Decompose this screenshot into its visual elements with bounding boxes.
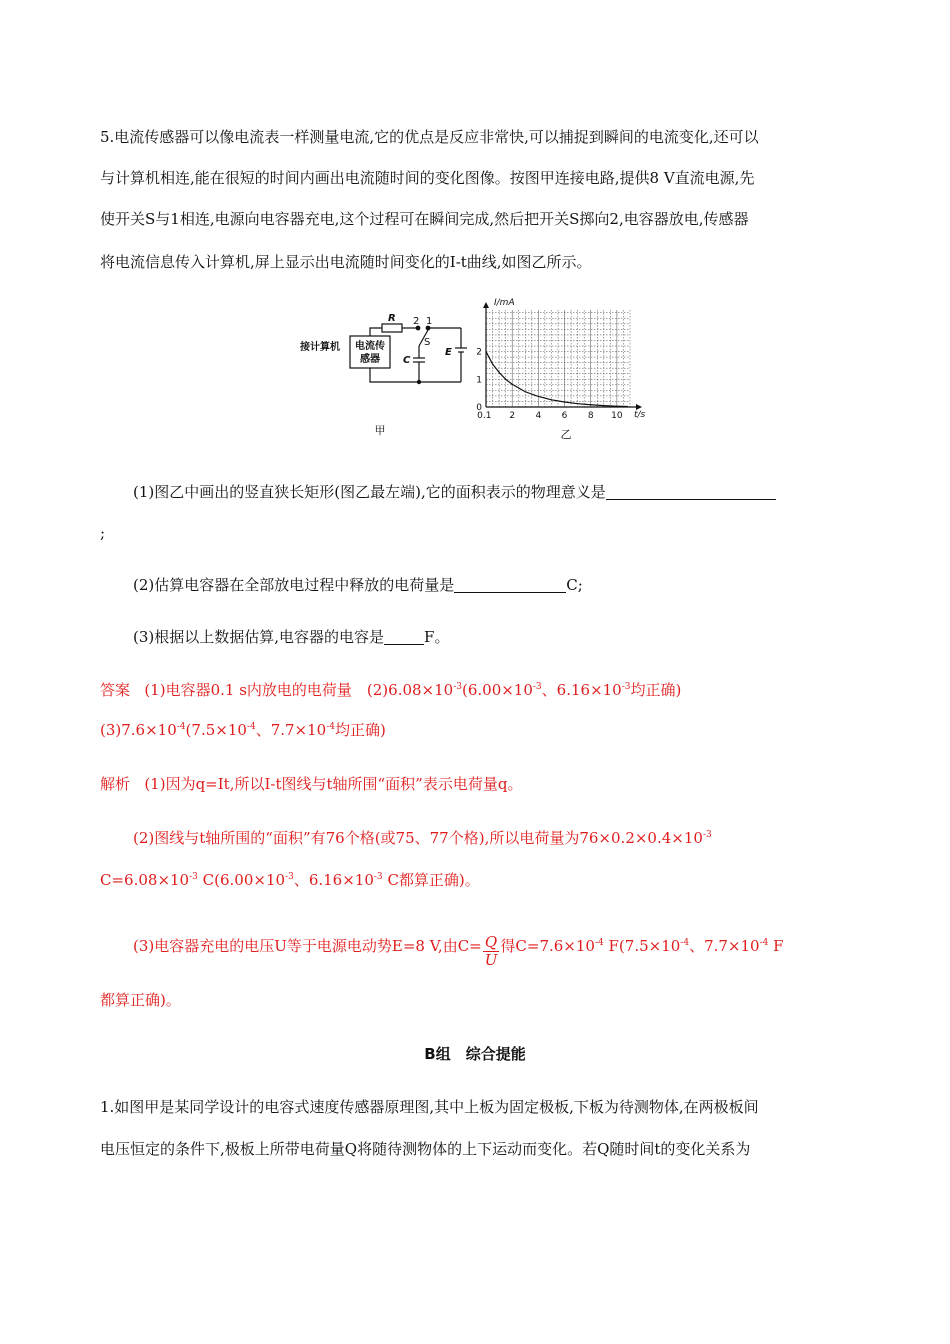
y-tick-label: 0 — [476, 403, 482, 413]
q5-line-2: 与计算机相连,能在很短的时间内画出电流随时间的变化图像。按图甲连接电路,提供8 V直流电源,先 — [100, 169, 755, 187]
curve-point — [525, 391, 526, 392]
exponent: -4 — [680, 938, 690, 948]
x-tick-label: 8 — [587, 411, 594, 421]
switch-pos-1: 1 — [426, 316, 433, 327]
curve-point — [590, 404, 591, 405]
grid — [486, 310, 630, 407]
y-axis-label: I/mA — [494, 298, 515, 308]
x-tick-label: 2 — [509, 411, 516, 421]
answer-text: 、6.16×10 — [541, 681, 622, 699]
b1-line-1: 1.如图甲是某同学设计的电容式速度传感器原理图,其中上板为固定极板,下板为待测物体,在两极板间 — [100, 1098, 759, 1116]
analysis-text: C=6.08×10 — [100, 871, 190, 889]
answer-blank-1[interactable] — [606, 483, 776, 500]
x-tick-label: 6 — [561, 411, 568, 421]
analysis-label: 解析 — [100, 775, 131, 793]
section-b-heading: B组 综合提能 — [424, 1045, 526, 1063]
caption-jia: 甲 — [374, 424, 386, 437]
analysis-line-2 — [133, 828, 712, 848]
subq-1-text: (1)图乙中画出的竖直狭长矩形(图乙最左端),它的面积表示的物理意义是 — [133, 483, 606, 501]
curve — [485, 351, 628, 407]
x-tick-label: 4 — [535, 411, 542, 421]
exponent: -3 — [285, 872, 294, 882]
exponent: -4 — [326, 722, 335, 732]
analysis-text: F(7.5×10 — [603, 937, 681, 955]
fraction-numerator: Q — [483, 934, 500, 952]
subq-1-end: ; — [100, 524, 106, 542]
subq-2 — [133, 575, 583, 595]
answer-text: 均正确) — [335, 721, 386, 739]
discharge-curve — [486, 352, 627, 407]
x-tick-label: 10 — [611, 411, 623, 421]
subq-3-text: (3)根据以上数据估算,电容器的电容是 — [133, 628, 385, 646]
exponent: -4 — [246, 722, 256, 732]
analysis-text: 、6.16×10 — [293, 871, 374, 889]
curve-point — [512, 384, 513, 385]
fraction-denominator: U — [484, 951, 498, 969]
y-axis-arrow — [483, 302, 489, 308]
circuit-diagram — [295, 312, 475, 437]
sensor-label-1: 电流传 — [355, 341, 385, 352]
exponent: -4 — [594, 938, 604, 948]
answer-blank-3[interactable] — [384, 628, 424, 645]
exponent: -3 — [373, 872, 383, 882]
q5-line-3: 使开关S与1相连,电源向电容器充电,这个过程可在瞬间完成,然后把开关S掷向2,电容器放电,传感器 — [100, 210, 749, 228]
curve-point — [551, 399, 552, 400]
exponent: -3 — [453, 682, 462, 692]
caption-yi: 乙 — [560, 428, 572, 441]
it-graph — [470, 296, 660, 441]
exponent: -3 — [532, 682, 542, 692]
answer-text: (1)电容器0.1 s内放电的电荷量 (2)6.08×10 — [144, 681, 454, 699]
exponent: -3 — [702, 830, 712, 840]
answer-text: 、7.7×10 — [255, 721, 327, 739]
resistor-symbol — [382, 324, 402, 332]
analysis-line-1 — [100, 774, 522, 794]
x-tick-label: 0.1 — [477, 411, 492, 421]
exponent: -3 — [189, 872, 198, 882]
computer-label: 接计算机 — [300, 342, 340, 353]
subq-2-unit: C; — [566, 576, 583, 594]
y-tick-label: 2 — [476, 347, 482, 358]
analysis-line-5: 都算正确)。 — [100, 991, 181, 1009]
subq-3 — [133, 627, 449, 647]
analysis-text: (2)图线与t轴所围的“面积”有76个格(或75、77个格),所以电荷量为76×0.2×0.4×10 — [133, 829, 703, 847]
curve-point — [505, 379, 506, 380]
curve-point — [603, 405, 604, 406]
switch-label: S — [424, 337, 431, 348]
subq-3-unit: F。 — [424, 628, 450, 646]
answer-line-2 — [100, 720, 386, 740]
curve-point — [485, 351, 486, 352]
analysis-line-3 — [100, 870, 480, 890]
b1-line-2: 电压恒定的条件下,极板上所带电荷量Q将随待测物体的上下运动而变化。若Q随时间t的变化关系为 — [100, 1140, 751, 1158]
curve-point — [577, 403, 578, 404]
capacitor-label: C — [403, 355, 411, 366]
curve-point — [538, 396, 539, 397]
exponent: -4 — [759, 938, 769, 948]
curve-point — [498, 372, 499, 373]
curve-point — [616, 406, 617, 407]
emf-label: E — [445, 347, 452, 358]
subq-2-text: (2)估算电容器在全部放电过程中释放的电荷量是 — [133, 576, 455, 594]
exponent: -4 — [176, 722, 186, 732]
curve-point — [492, 363, 493, 364]
subq-1 — [133, 482, 776, 502]
answer-text: 均正确) — [630, 681, 682, 699]
answer-label: 答案 — [100, 681, 131, 699]
analysis-text: 得C=7.6×10 — [500, 937, 595, 955]
sensor-label-2: 感器 — [360, 354, 380, 365]
switch-pos-2: 2 — [413, 316, 420, 327]
analysis-text: C(6.00×10 — [197, 871, 286, 889]
analysis-text: (1)因为q=It,所以I-t图线与t轴所围“面积”表示电荷量q。 — [144, 775, 523, 793]
answer-line-1 — [100, 680, 681, 700]
analysis-text: (3)电容器充电的电压U等于电源电动势E=8 V,由C= — [133, 937, 482, 955]
y-tick-label: 1 — [476, 375, 482, 386]
answer-text: (3)7.6×10 — [100, 721, 177, 739]
analysis-text: C都算正确)。 — [382, 871, 480, 889]
answer-text: (6.00×10 — [461, 681, 533, 699]
curve-point — [564, 401, 565, 402]
analysis-text: 、7.7×10 — [689, 937, 760, 955]
q5-line-1: 5.电流传感器可以像电流表一样测量电流,它的优点是反应非常快,可以捕捉到瞬间的电流变化,还可以 — [100, 128, 759, 146]
answer-text: (7.5×10 — [185, 721, 247, 739]
exponent: -3 — [621, 682, 631, 692]
x-axis-label: t/s — [634, 410, 646, 420]
analysis-text: F — [768, 937, 784, 955]
q5-line-4: 将电流信息传入计算机,屏上显示出电流随时间变化的I-t曲线,如图乙所示。 — [100, 253, 592, 271]
answer-blank-2[interactable] — [454, 576, 566, 593]
curve-point — [627, 406, 628, 407]
analysis-line-4 — [133, 934, 784, 969]
fraction-q-over-u — [483, 934, 500, 969]
resistor-label: R — [388, 313, 396, 324]
tick-labels — [476, 348, 623, 421]
